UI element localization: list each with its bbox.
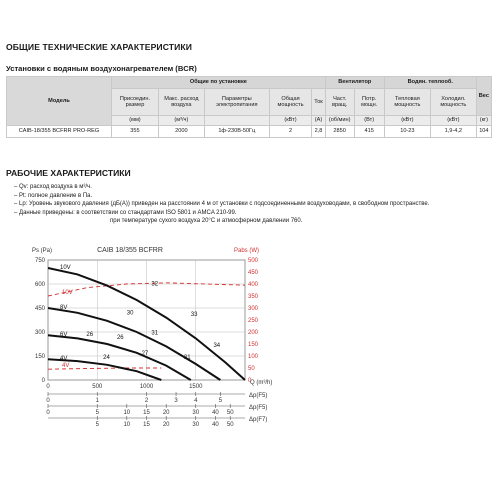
sub-size: Присоедин. размер (112, 89, 159, 116)
secondary-axis-tick-label: 50 (226, 410, 234, 416)
sub-power-supply: Параметры электропитания (204, 89, 269, 116)
unit-rpm: (об/мин) (325, 116, 354, 126)
cell-airflow: 2000 (158, 126, 204, 138)
sound-level-label: 26 (116, 335, 124, 342)
unit-kw-heat: (кВт) (384, 116, 430, 126)
secondary-axis-label: Δp(F7) (249, 417, 268, 423)
cell-current: 2,8 (312, 126, 326, 138)
y-tick-label-left: 300 (34, 330, 45, 336)
y-tick-label-right: 300 (248, 306, 259, 312)
cell-model: CAIB-18/355 BCFRR PRO-REG (7, 126, 112, 138)
group-general: Общие по установке (112, 77, 326, 89)
sound-level-label: 32 (151, 281, 159, 288)
secondary-axis-tick-label: 5 (95, 422, 99, 428)
note-airflow: – Qv: расход воздуха в м³/ч. (14, 184, 92, 190)
secondary-axis-label: Δp(F5) (249, 405, 268, 411)
secondary-axis-tick-label: 30 (192, 422, 200, 428)
sound-level-label: 31 (183, 355, 191, 362)
cell-size: 355 (112, 126, 159, 138)
secondary-axis-tick-label: 15 (143, 422, 150, 428)
sub-airflow: Макс. расход воздуха (158, 89, 204, 116)
y-tick-label-right: 500 (248, 258, 259, 264)
sound-level-label: 33 (190, 312, 198, 318)
x-tick-label: 0 (46, 384, 50, 390)
y-tick-label-left: 150 (34, 354, 45, 360)
secondary-axis-tick-label: 40 (212, 422, 219, 428)
secondary-axis-tick-label: 2 (144, 398, 149, 404)
secondary-axis-tick-label: 3 (174, 398, 178, 404)
sound-level-label: 27 (141, 351, 149, 358)
series-label: 6V (60, 332, 68, 339)
sound-level-label: 31 (151, 330, 159, 337)
note-sound: – Lp: Уровень звукового давления (дБ(A)) приведен на расстоянии 4 м от установки с подсоединенными воздуховодами, в свободном пространстве. (14, 201, 430, 208)
note-standards: – Данные приведены: в соответствии со стандартами ISO 5801 и AMCA 210-99. (14, 209, 237, 216)
y-tick-label-right: 450 (248, 270, 259, 276)
secondary-axis-tick-label: 20 (162, 410, 170, 416)
y-tick-label-left: 450 (34, 306, 45, 312)
group-heater: Водян. теплооб. (384, 77, 476, 89)
table-heading: Установки с водяным воздухонагревателем (BCR) (6, 64, 197, 73)
notes-block (14, 183, 429, 226)
secondary-axis-tick-label: 0 (46, 410, 50, 416)
x-tick-label: 500 (92, 384, 103, 390)
secondary-axis-tick-label: 20 (162, 422, 170, 428)
cell-heat: 10-23 (384, 126, 430, 138)
y-tick-label-left: 750 (34, 258, 45, 264)
group-weight: Вес (476, 77, 491, 116)
cell-power-supply: 1ф-230В-50Гц (204, 126, 269, 138)
y-tick-label-left: 0 (41, 378, 45, 384)
note-conditions: при температуре сухого воздуха 20°C и атмосферном давлении 760. (110, 218, 303, 225)
cell-rpm: 2850 (325, 126, 354, 138)
series-label: 8V (60, 305, 68, 311)
secondary-axis-tick-label: 1 (95, 398, 99, 404)
sub-heat: Тепловая мощность (384, 89, 430, 116)
secondary-axis-tick-label: 15 (143, 410, 150, 416)
main-heading: ОБЩИЕ ТЕХНИЧЕСКИЕ ХАРАКТЕРИСТИКИ (6, 42, 193, 52)
unit-blank (204, 116, 269, 126)
cell-total-power: 2 (269, 126, 311, 138)
unit-kw: (кВт) (269, 116, 311, 126)
secondary-axis-tick-label: 10 (123, 422, 131, 428)
secondary-axis-tick-label: 40 (212, 410, 219, 416)
x-tick-label: 1500 (189, 384, 203, 390)
secondary-axis-tick-label: 5 (95, 410, 99, 416)
sub-cool: Холодил. мощность (430, 89, 476, 116)
y-tick-label-right: 400 (248, 282, 259, 288)
secondary-axis-tick-label: 5 (218, 398, 223, 404)
secondary-axis-tick-label: 4 (194, 398, 198, 404)
y-tick-label-right: 50 (248, 366, 255, 372)
sound-level-label: 26 (86, 332, 94, 338)
sub-total-power: Общая мощность (269, 89, 311, 116)
y-axis-label-left: Ps (Pa) (32, 248, 53, 254)
cell-cool: 1,9-4,2 (430, 126, 476, 138)
performance-chart (0, 240, 290, 428)
performance-heading: РАБОЧИЕ ХАРАКТЕРИСТИКИ (6, 168, 131, 178)
secondary-axis-tick-label: 30 (192, 410, 200, 416)
sound-level-label: 30 (126, 310, 134, 317)
secondary-axis-tick-label: 50 (226, 422, 234, 428)
sub-consumption: Потр. мощн. (354, 89, 384, 116)
unit-mm: (мм) (112, 116, 159, 126)
sound-level-label: 34 (213, 343, 221, 350)
note-pressure: – Pt: полное давление в Па. (14, 192, 93, 199)
cell-consumption: 415 (354, 126, 384, 138)
sub-current: Ток (312, 89, 326, 116)
table-row (7, 126, 492, 138)
spec-table (6, 76, 492, 138)
sound-level-label: 24 (103, 355, 110, 362)
y-tick-label-right: 150 (248, 342, 259, 348)
series-label: 10V (60, 265, 71, 271)
x-tick-label: 1000 (139, 384, 154, 390)
secondary-axis-tick-label: 10 (123, 410, 131, 416)
secondary-axis-label: Δp(F5) (249, 393, 268, 399)
col-model: Модель (7, 77, 112, 126)
y-tick-label-right: 100 (248, 354, 259, 360)
power-series-label: 4V (62, 363, 70, 370)
unit-kw-cool: (кВт) (430, 116, 476, 126)
y-tick-label-right: 250 (248, 318, 259, 324)
y-tick-label-right: 200 (248, 330, 259, 336)
secondary-axis-tick-label: 0 (46, 398, 50, 404)
y-tick-label-left: 600 (34, 282, 45, 288)
chart-title: CAIB 18/355 BCFRR (97, 247, 163, 254)
y-tick-label-right: 350 (248, 294, 259, 300)
y-tick-label-right: 0 (248, 378, 252, 384)
unit-a: (A) (312, 116, 326, 126)
unit-m3h: (м³/ч) (158, 116, 204, 126)
x-axis-label: Q (m³/h) (250, 380, 273, 386)
power-series-label: 10V (62, 290, 73, 296)
unit-kg: (кг) (476, 116, 491, 126)
cell-weight: 104 (476, 126, 491, 138)
sub-rpm: Част. вращ. (325, 89, 354, 116)
group-fan: Вентилятор (325, 77, 384, 89)
series-label: 4V (60, 356, 68, 363)
unit-w: (Вт) (354, 116, 384, 126)
y-axis-label-right: Pabs (W) (234, 248, 260, 254)
